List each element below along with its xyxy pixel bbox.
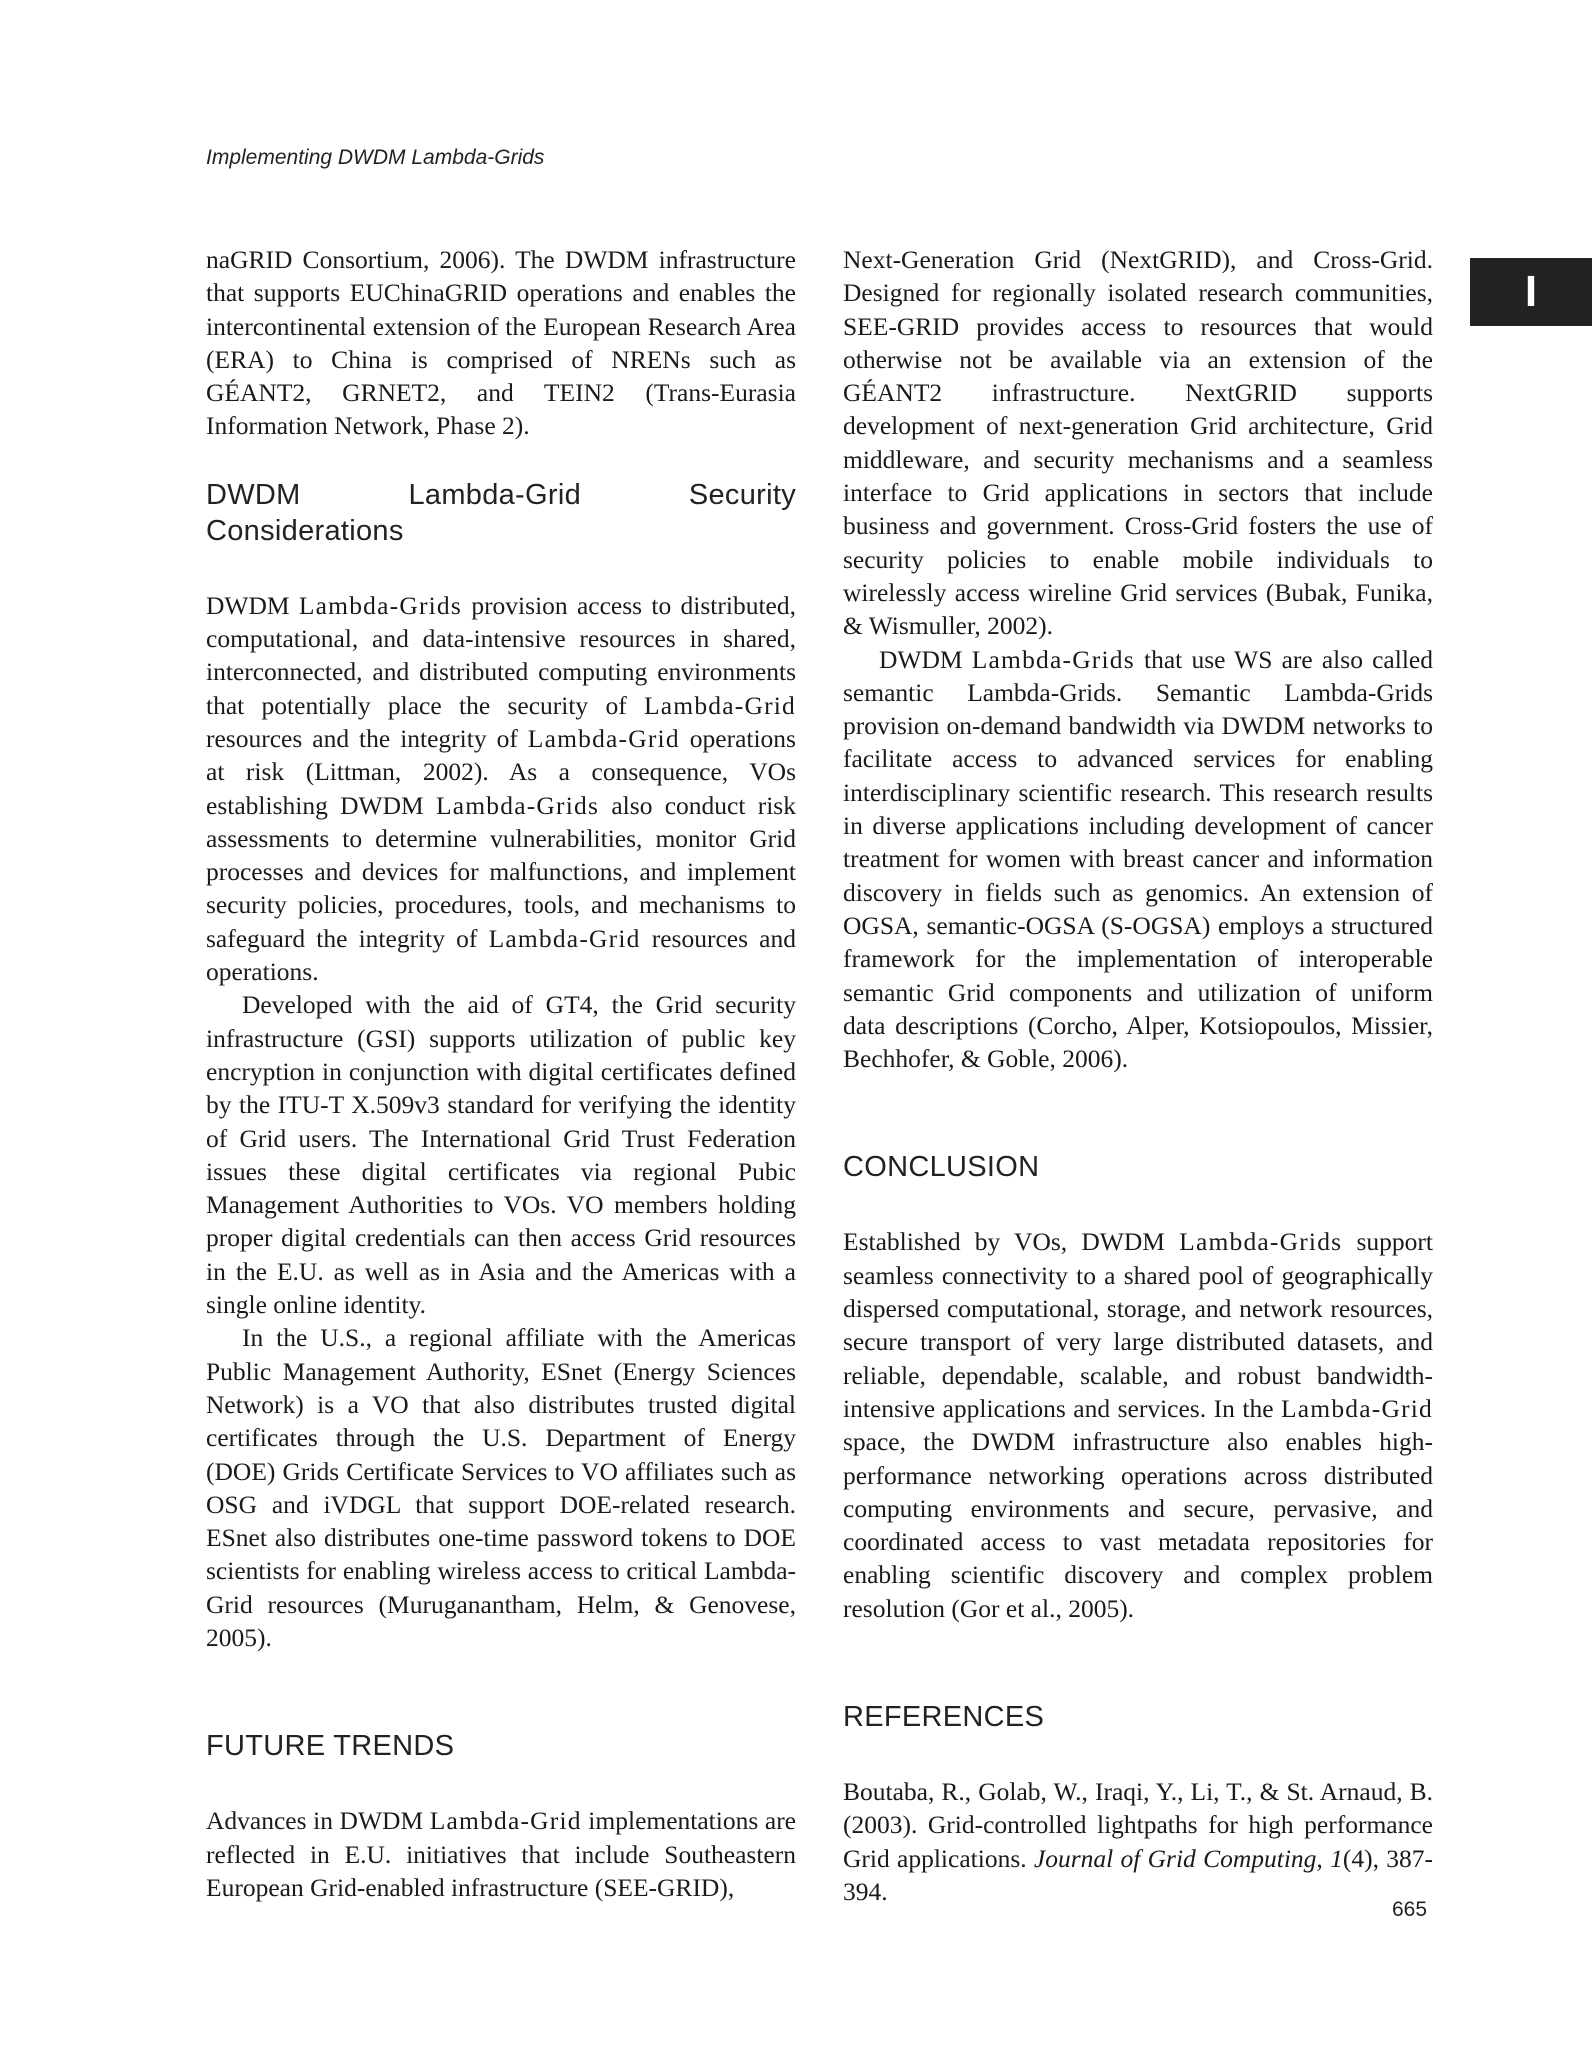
semantic-grids-paragraph: DWDM Lambda-Grids that use WS are also called semantic Lambda-Grids. Semantic Lambda-Grids provision on-demand bandwidth via DWDM networks to facilitate access to advanced services for enabling interdisciplinary scientific research. This research results in diverse applications including development of cancer treatment for women with breast cancer and information discovery in fields such as genomics. An extension of OGSA, semantic-OGSA (S-OGSA) employs a structured framework for the implementation of interoperable semantic Grid components and utilization of uniform data descriptions (Corcho, Alper, Kotsiopoulos, Missier, Bechhofer, & Goble, 2006).: [843, 644, 1433, 1074]
security-paragraph-3: In the U.S., a regional affiliate with the Americas Public Management Authority, ESnet (Energy Sciences Network) is a VO that also distributes trusted digital certificates through the U.S. Department of Energy (DOE) Grids Certificate Services to VO affiliates such as OSG and iVDGL that support DOE-related research. ESnet also distributes one-time password tokens to DOE scientists for enabling wireless access to critical Lambda-Grid resources (Muruganantham, Helm, & Genovese, 2005).: [206, 1323, 796, 1652]
security-paragraph-2: Developed with the aid of GT4, the Grid security infrastructure (GSI) supports utilization of public key encryption in conjunction with digital certificates defined by the ITU-T X.509v3 standard for verifying the identity of Grid users. The International Grid Trust Federation issues these digital certificates via regional Pubic Management Authorities to VOs. VO members holding proper digital credentials can then access Grid resources in the E.U. as well as in Asia and the Americas with a single online identity.: [206, 990, 796, 1320]
chapter-thumb-tab: I: [1470, 258, 1592, 326]
security-heading: DWDM Lambda-Grid Security Considerations: [206, 478, 796, 547]
paragraph-intro: naGRID Consortium, 2006). The DWDM infrastructure that supports EUChinaGRID operations and enables the intercontinental extension of the European Research Area (ERA) to China is comprised of NRENs such as GÉANT2, GRNET2, and TEIN2 (Trans-Eurasia Information Network, Phase 2).: [206, 245, 796, 441]
paragraph-continued: Next-Generation Grid (NextGRID), and Cross-Grid. Designed for regionally isolated research communities, SEE-GRID provides access to resources that would otherwise not be available via an extension of the GÉANT2 infrastructure. NextGRID supports development of next-generation Grid architecture, Grid middleware, and security mechanisms and a seamless interface to Grid applications in sectors that include business and government. Cross-Grid fosters the use of security policies to enable mobile individuals to wirelessly access wireline Grid services (Bubak, Funika, & Wismuller, 2002).: [843, 245, 1433, 641]
conclusion-paragraph: Established by VOs, DWDM Lambda-Grids support seamless connectivity to a shared pool of geographically dispersed computational, storage, and network resources, secure transport of very large distributed datasets, and reliable, dependable, scalable, and robust bandwidth-intensive applications and services. In the Lambda-Grid space, the DWDM infrastructure also enables high-performance networking operations across distributed computing environments and secure, pervasive, and coordinated access to vast metadata repositories for enabling scientific discovery and complex problem resolution (Gor et al., 2005).: [843, 1227, 1433, 1623]
left-column: [206, 243, 796, 1904]
future-trends-heading: FUTURE TRENDS: [206, 1730, 455, 1763]
page-number: 665: [1392, 1898, 1428, 1921]
reference-entry: Boutaba, R., Golab, W., Iraqi, Y., Li, T., & St. Arnaud, B. (2003). Grid-controlled lightpaths for high performance Grid applications. Journal of Grid Computing, 1(4), 387-394.: [843, 1776, 1433, 1906]
references-heading: REFERENCES: [843, 1700, 1045, 1733]
conclusion-heading: CONCLUSION: [843, 1151, 1040, 1184]
right-column: [843, 243, 1433, 1908]
future-trends-paragraph: Advances in DWDM Lambda-Grid implementations are reflected in E.U. initiatives that include Southeastern European Grid-enabled infrastructure (SEE-GRID),: [206, 1806, 796, 1902]
security-paragraph-1: DWDM Lambda-Grids provision access to distributed, computational, and data-intensive resources in shared, interconnected, and distributed computing environments that potentially place the security of Lambda-Grid resources and the integrity of Lambda-Grid operations at risk (Littman, 2002). As a consequence, VOs establishing DWDM Lambda-Grids also conduct risk assessments to determine vulnerabilities, monitor Grid processes and devices for malfunctions, and implement security policies, procedures, tools, and mechanisms to safeguard the integrity of Lambda-Grid resources and operations.: [206, 590, 796, 987]
running-head: Implementing DWDM Lambda-Grids: [206, 146, 545, 169]
